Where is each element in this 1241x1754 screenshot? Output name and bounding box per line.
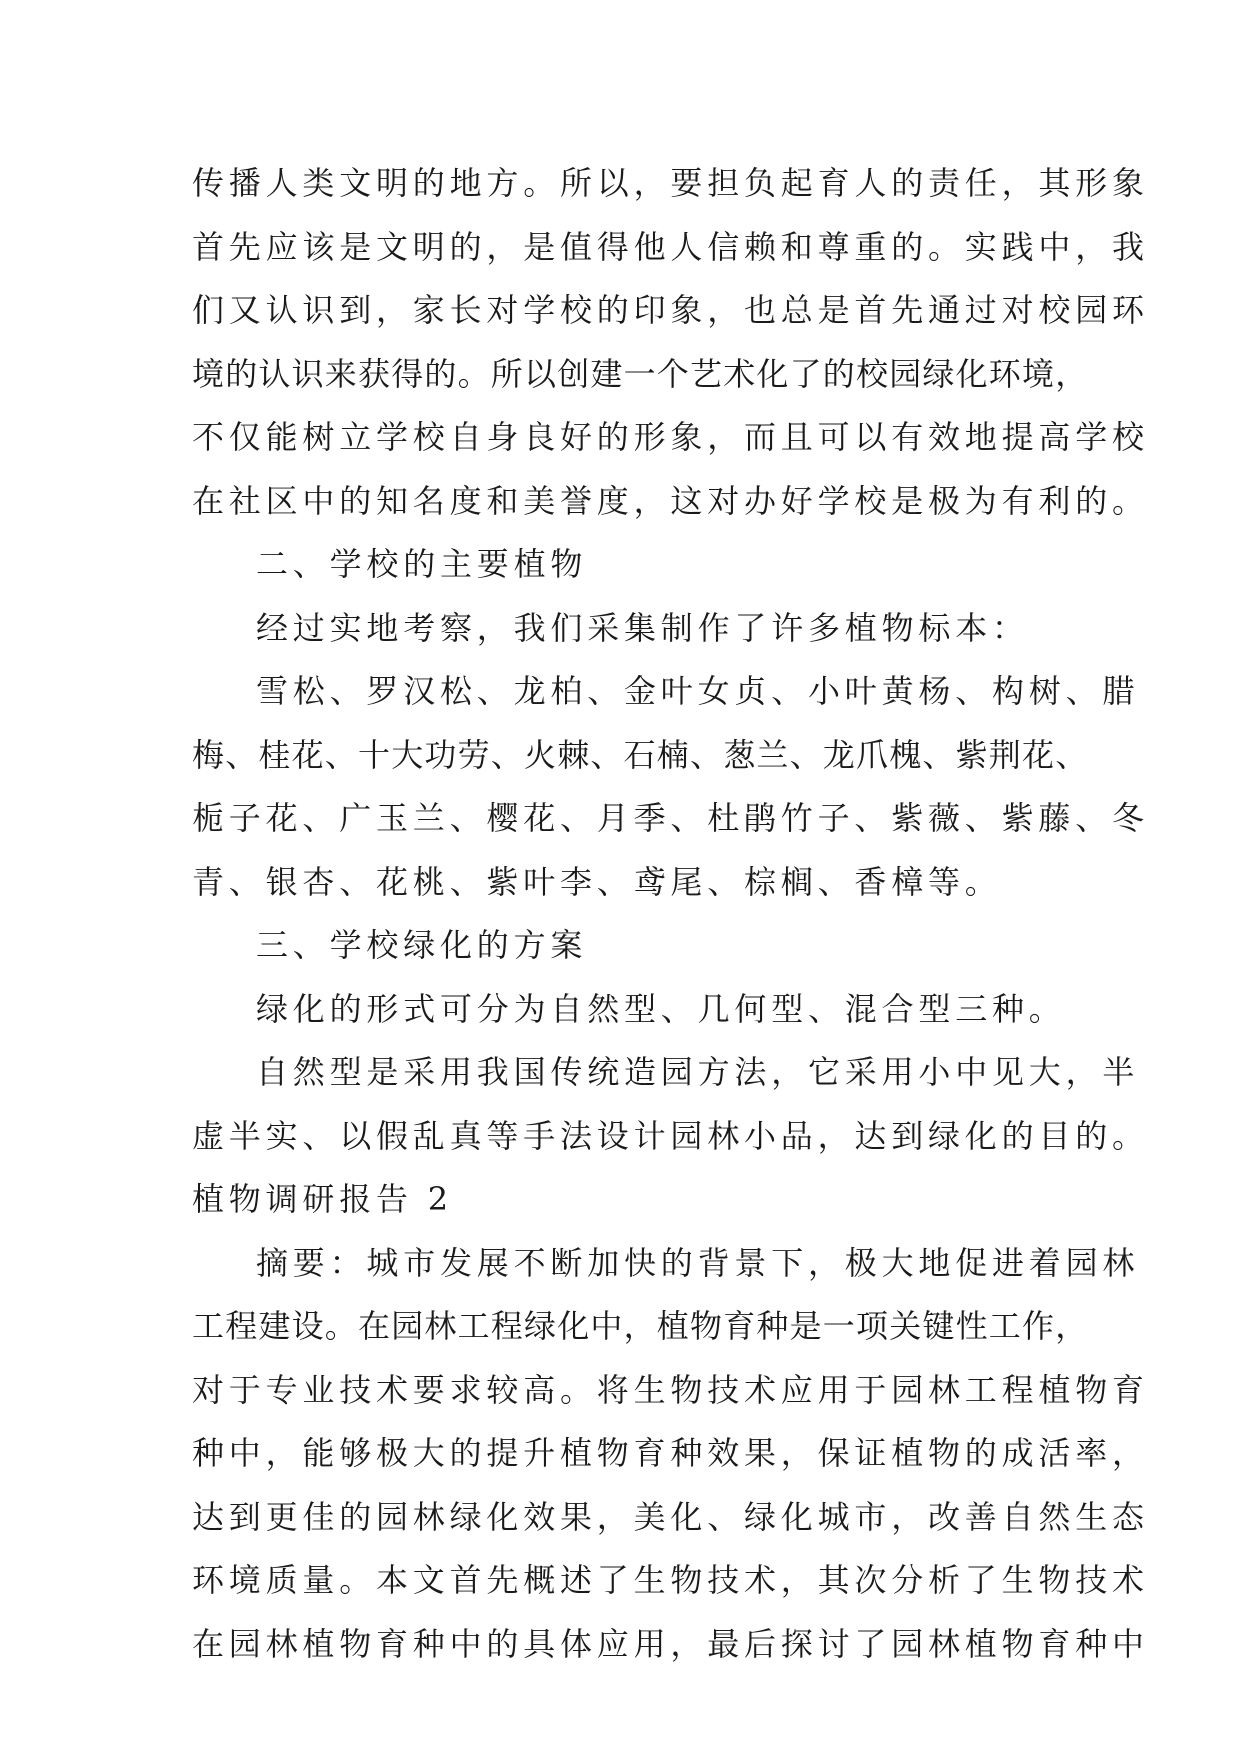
- paragraph-line: 达到更佳的园林绿化效果，美化、绿化城市，改善自然生态: [192, 1497, 1149, 1536]
- paragraph-line: 首先应该是文明的，是值得他人信赖和尊重的。实践中，我: [192, 227, 1149, 266]
- paragraph-line: 梅、桂花、十大功劳、火棘、石楠、葱兰、龙爪槐、紫荆花、: [192, 735, 1089, 774]
- paragraph-line: 对于专业技术要求较高。将生物技术应用于园林工程植物育: [192, 1370, 1149, 1409]
- paragraph-line: 绿化的形式可分为自然型、几何型、混合型三种。: [256, 989, 1066, 1028]
- paragraph-line: 传播人类文明的地方。所以，要担负起育人的责任，其形象: [192, 164, 1149, 202]
- paragraph-line: 在园林植物育种中的具体应用，最后探讨了园林植物育种中: [192, 1624, 1149, 1663]
- paragraph-line: 青、银杏、花桃、紫叶李、鸢尾、棕榈、香樟等。: [192, 862, 1002, 901]
- paragraph-line: 自然型是采用我国传统造园方法，它采用小中见大，半: [256, 1053, 1140, 1091]
- paragraph-line: 境的认识来获得的。所以创建一个艺术化了的校园绿化环境，: [192, 354, 1089, 393]
- section-heading: 三、学校绿化的方案: [256, 926, 588, 964]
- paragraph-line: 栀子花、广玉兰、樱花、月季、杜鹃竹子、紫薇、紫藤、冬: [192, 799, 1149, 837]
- paragraph-line: 种中，能够极大的提升植物育种效果，保证植物的成活率，: [192, 1434, 1149, 1472]
- document-body: [192, 152, 1149, 1676]
- paragraph-line: 们又认识到，家长对学校的印象，也总是首先通过对校园环: [192, 291, 1149, 329]
- document-title: 植物调研报告 2: [192, 1180, 453, 1218]
- paragraph-line: 虚半实、以假乱真等手法设计园林小品，达到绿化的目的。: [192, 1116, 1149, 1155]
- paragraph-line: 在社区中的知名度和美誉度，这对办好学校是极为有利的。: [192, 481, 1149, 520]
- paragraph-line: 雪松、罗汉松、龙柏、金叶女贞、小叶黄杨、构树、腊: [256, 672, 1140, 710]
- section-heading: 二、学校的主要植物: [256, 545, 588, 583]
- paragraph-line: 环境质量。本文首先概述了生物技术，其次分析了生物技术: [192, 1561, 1149, 1599]
- paragraph-line: 摘要：城市发展不断加快的背景下，极大地促进着园林: [256, 1243, 1140, 1282]
- paragraph-line: 经过实地考察，我们采集制作了许多植物标本：: [256, 608, 1029, 647]
- paragraph-line: 不仅能树立学校自身良好的形象，而且可以有效地提高学校: [192, 418, 1149, 456]
- paragraph-line: 工程建设。在园林工程绿化中，植物育种是一项关键性工作，: [192, 1307, 1089, 1345]
